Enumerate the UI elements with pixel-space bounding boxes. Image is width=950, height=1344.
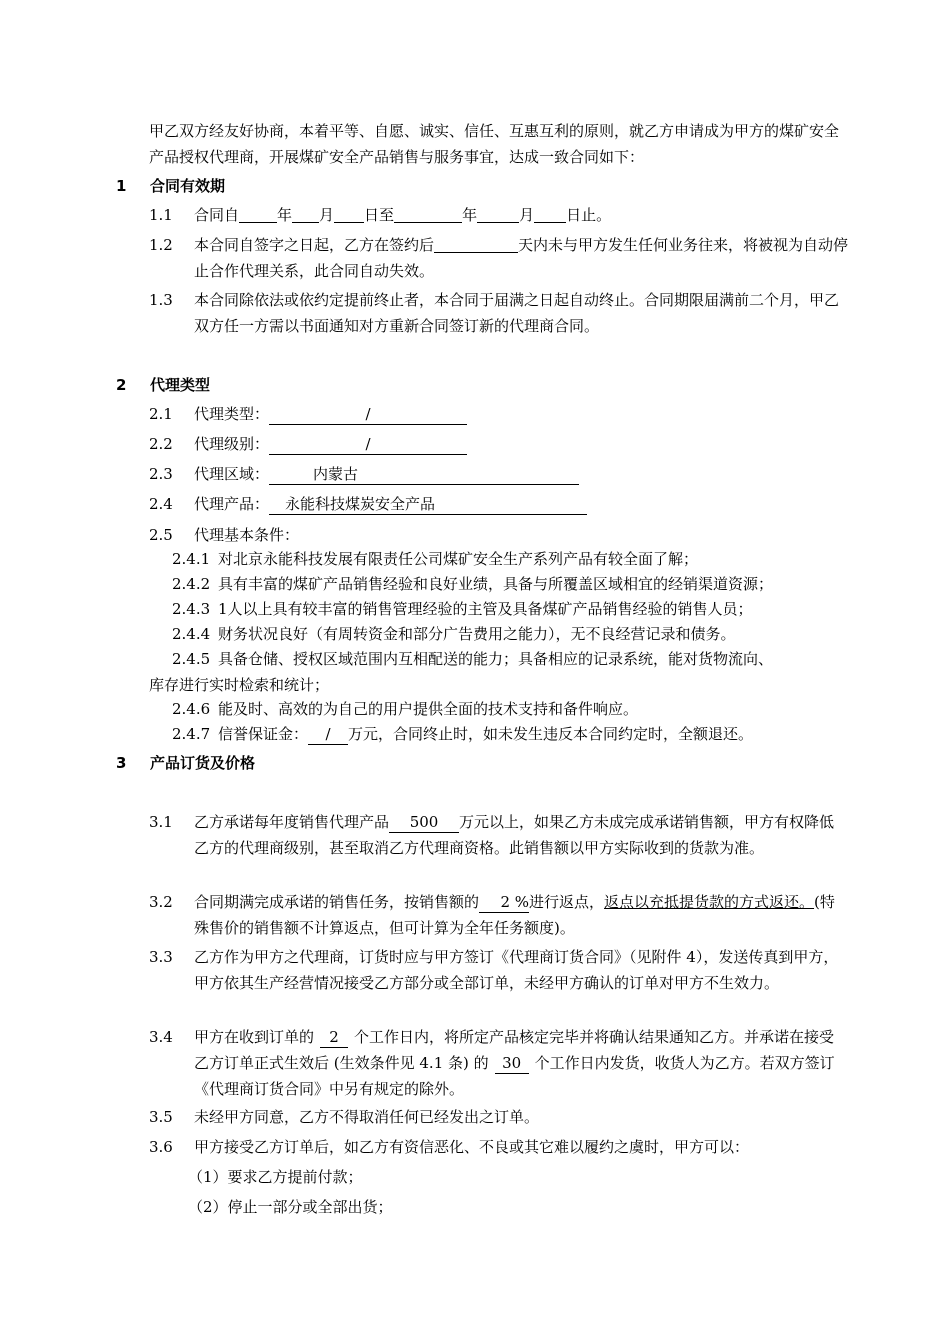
clause-text: 个工作日内发货，收货人为乙方。若双方签订《代理商订货合同》中另有规定的除外。 — [194, 1054, 835, 1098]
condition-2-4-2 — [172, 571, 852, 597]
clause-text: 万元以上，如果乙方未成完成承诺销售额，甲方有权降低乙方的代理商级别，甚至取消乙方代理商资格。此销售额以甲方实际收到的货款为准。 — [194, 813, 835, 857]
condition-text: 信誉保证金： — [218, 725, 309, 743]
clause-text: 月 — [319, 206, 335, 224]
clause-text: 甲方在收到订单的 — [194, 1028, 315, 1046]
condition-2-4-5 — [149, 646, 849, 698]
clause-number: 2.3 — [149, 465, 173, 483]
section-title: 代理类型 — [150, 376, 211, 394]
clause-number: 3.6 — [149, 1138, 173, 1156]
clause-3-5 — [149, 1104, 849, 1130]
clause-text: 个工作日内，将所定产品核定完毕并将确认结果通知乙方。并承诺在接受乙方订单正式生效后 (生效条件见 4.1 条) 的 — [194, 1028, 835, 1072]
condition-text-continued: 库存进行实时检索和统计； — [149, 676, 330, 694]
blank-year-end — [394, 206, 462, 223]
condition-2-4-4 — [172, 621, 852, 647]
agency-region-value: 内蒙古 — [269, 464, 579, 485]
section-2-heading — [116, 374, 210, 395]
condition-text: 具有丰富的煤矿产品销售经验和良好业绩，具备与所覆盖区域相宜的经销渠道资源； — [218, 575, 774, 593]
clause-2-4 — [149, 491, 849, 517]
sales-target-value: 500 — [389, 812, 459, 833]
clause-text: 年 — [462, 206, 478, 224]
clause-number: 2.5 — [149, 526, 173, 544]
section-title: 产品订货及价格 — [150, 754, 256, 772]
clause-1-1 — [149, 202, 849, 228]
confirm-days-value: 2 — [320, 1027, 348, 1048]
clause-2-2 — [149, 431, 849, 457]
clause-text: 未经甲方同意，乙方不得取消任何已经发出之订单。 — [194, 1108, 540, 1126]
section-number: 3 — [116, 754, 127, 772]
clause-3-4 — [149, 1024, 849, 1102]
clause-text: 日止。 — [566, 206, 612, 224]
condition-2-4-7 — [172, 721, 852, 747]
agency-level-value: / — [269, 434, 467, 455]
clause-3-6 — [149, 1134, 849, 1160]
clause-text: 合同期满完成承诺的销售任务，按销售额的 — [194, 893, 480, 911]
intro-paragraph: 甲乙双方经友好协商，本着平等、自愿、诚实、信任、互惠互利的原则，就乙方申请成为甲方的煤矿安全产品授权代理商，开展煤矿安全产品销售与服务事宜，达成一致合同如下： — [149, 122, 840, 166]
condition-number: 2.4.2 — [172, 575, 211, 593]
blank-year-start — [239, 206, 277, 223]
condition-text: 1人以上具有较丰富的销售管理经验的主管及具备煤矿产品销售经验的销售人员； — [218, 600, 753, 618]
blank-day-start — [334, 206, 364, 223]
field-label: 代理产品： — [194, 495, 270, 513]
clause-text: 乙方承诺每年度销售代理产品 — [194, 813, 390, 831]
blank-month-start — [292, 206, 319, 223]
option-2: （2）停止一部分或全部出货； — [188, 1198, 393, 1216]
rebate-rate-value: 2 % — [479, 892, 529, 913]
clause-number: 2.1 — [149, 405, 173, 423]
clause-2-1 — [149, 401, 849, 427]
blank-month-end — [477, 206, 519, 223]
clause-text: 进行返点， — [529, 893, 605, 911]
agency-product-value: 永能科技煤炭安全产品 — [269, 494, 587, 515]
condition-text: 对北京永能科技发展有限责任公司煤矿安全生产系列产品有较全面了解； — [218, 550, 699, 568]
condition-text: 财务状况良好（有周转资金和部分广告费用之能力），无不良经营记录和债务。 — [218, 625, 736, 643]
clause-text: 日至 — [364, 206, 395, 224]
blank-day-end — [534, 206, 566, 223]
delivery-days-value: 30 — [495, 1053, 529, 1074]
clause-2-5 — [149, 522, 849, 548]
section-number: 1 — [116, 177, 127, 195]
clause-number: 3.3 — [149, 948, 173, 966]
clause-text: 代理基本条件： — [194, 526, 300, 544]
clause-3-1 — [149, 809, 849, 861]
clause-number: 1.1 — [149, 206, 173, 224]
condition-number: 2.4.5 — [172, 650, 211, 668]
clause-number: 3.1 — [149, 813, 173, 831]
condition-2-4-6 — [172, 696, 852, 722]
clause-number: 3.4 — [149, 1028, 173, 1046]
section-3-heading — [116, 752, 255, 773]
clause-1-3 — [149, 287, 849, 339]
clause-number: 3.2 — [149, 893, 173, 911]
condition-2-4-1 — [172, 546, 852, 572]
section-number: 2 — [116, 376, 127, 394]
condition-number: 2.4.7 — [172, 725, 211, 743]
clause-number: 1.2 — [149, 236, 173, 254]
section-title: 合同有效期 — [150, 177, 226, 195]
condition-number: 2.4.6 — [172, 700, 211, 718]
section-1-heading — [116, 175, 225, 196]
condition-number: 2.4.3 — [172, 600, 211, 618]
clause-text: (特殊售价的销售额不计算返点，但可计算为全年任务额度)。 — [194, 893, 835, 937]
clause-3-3 — [149, 944, 849, 996]
condition-text: 能及时、高效的为自己的用户提供全面的技术支持和备件响应。 — [218, 700, 639, 718]
field-label: 代理级别： — [194, 435, 270, 453]
field-label: 代理区域： — [194, 465, 270, 483]
clause-number: 2.4 — [149, 495, 173, 513]
condition-number: 2.4.4 — [172, 625, 211, 643]
clause-text: 本合同除依法或依约定提前终止者，本合同于届满之日起自动终止。合同期限届满前二个月，甲乙双方任一方需以书面通知对方重新合同签订新的代理商合同。 — [194, 291, 840, 335]
clause-text: 月 — [519, 206, 535, 224]
option-1: （1）要求乙方提前付款； — [188, 1168, 363, 1186]
condition-text: 万元，合同终止时，如未发生违反本合同约定时，全额退还。 — [348, 725, 754, 743]
clause-text: 年 — [277, 206, 293, 224]
clause-text: 乙方作为甲方之代理商，订货时应与甲方签订《代理商订货合同》（见附件 4），发送传真到甲方，甲方依其生产经营情况接受乙方部分或全部订单，未经甲方确认的订单对甲方不生效力。 — [194, 948, 839, 992]
clause-text-underlined: 返点以充抵提货款的方式返还。 — [604, 893, 815, 911]
clause-text: 甲方接受乙方订单后，如乙方有资信恶化、不良或其它难以履约之虞时，甲方可以： — [194, 1138, 750, 1156]
clause-text: 本合同自签字之日起，乙方在签约后 — [194, 236, 435, 254]
condition-2-4-3 — [172, 596, 852, 622]
condition-text: 具备仓储、授权区域范围内互相配送的能力；具备相应的记录系统，能对货物流向、 — [218, 650, 774, 668]
clause-3-2 — [149, 889, 849, 941]
clause-text: 天内未与甲方发生任何业务往来，将被视为自动停止合作代理关系，此合同自动失效。 — [194, 236, 849, 280]
clause-1-2 — [149, 232, 849, 284]
blank-days — [434, 236, 518, 253]
field-label: 代理类型： — [194, 405, 270, 423]
clause-text: 合同自 — [194, 206, 240, 224]
clause-2-3 — [149, 461, 849, 487]
clause-number: 3.5 — [149, 1108, 173, 1126]
clause-number: 2.2 — [149, 435, 173, 453]
agency-type-value: / — [269, 404, 467, 425]
clause-number: 1.3 — [149, 291, 173, 309]
condition-number: 2.4.1 — [172, 550, 211, 568]
deposit-value: / — [308, 724, 348, 745]
